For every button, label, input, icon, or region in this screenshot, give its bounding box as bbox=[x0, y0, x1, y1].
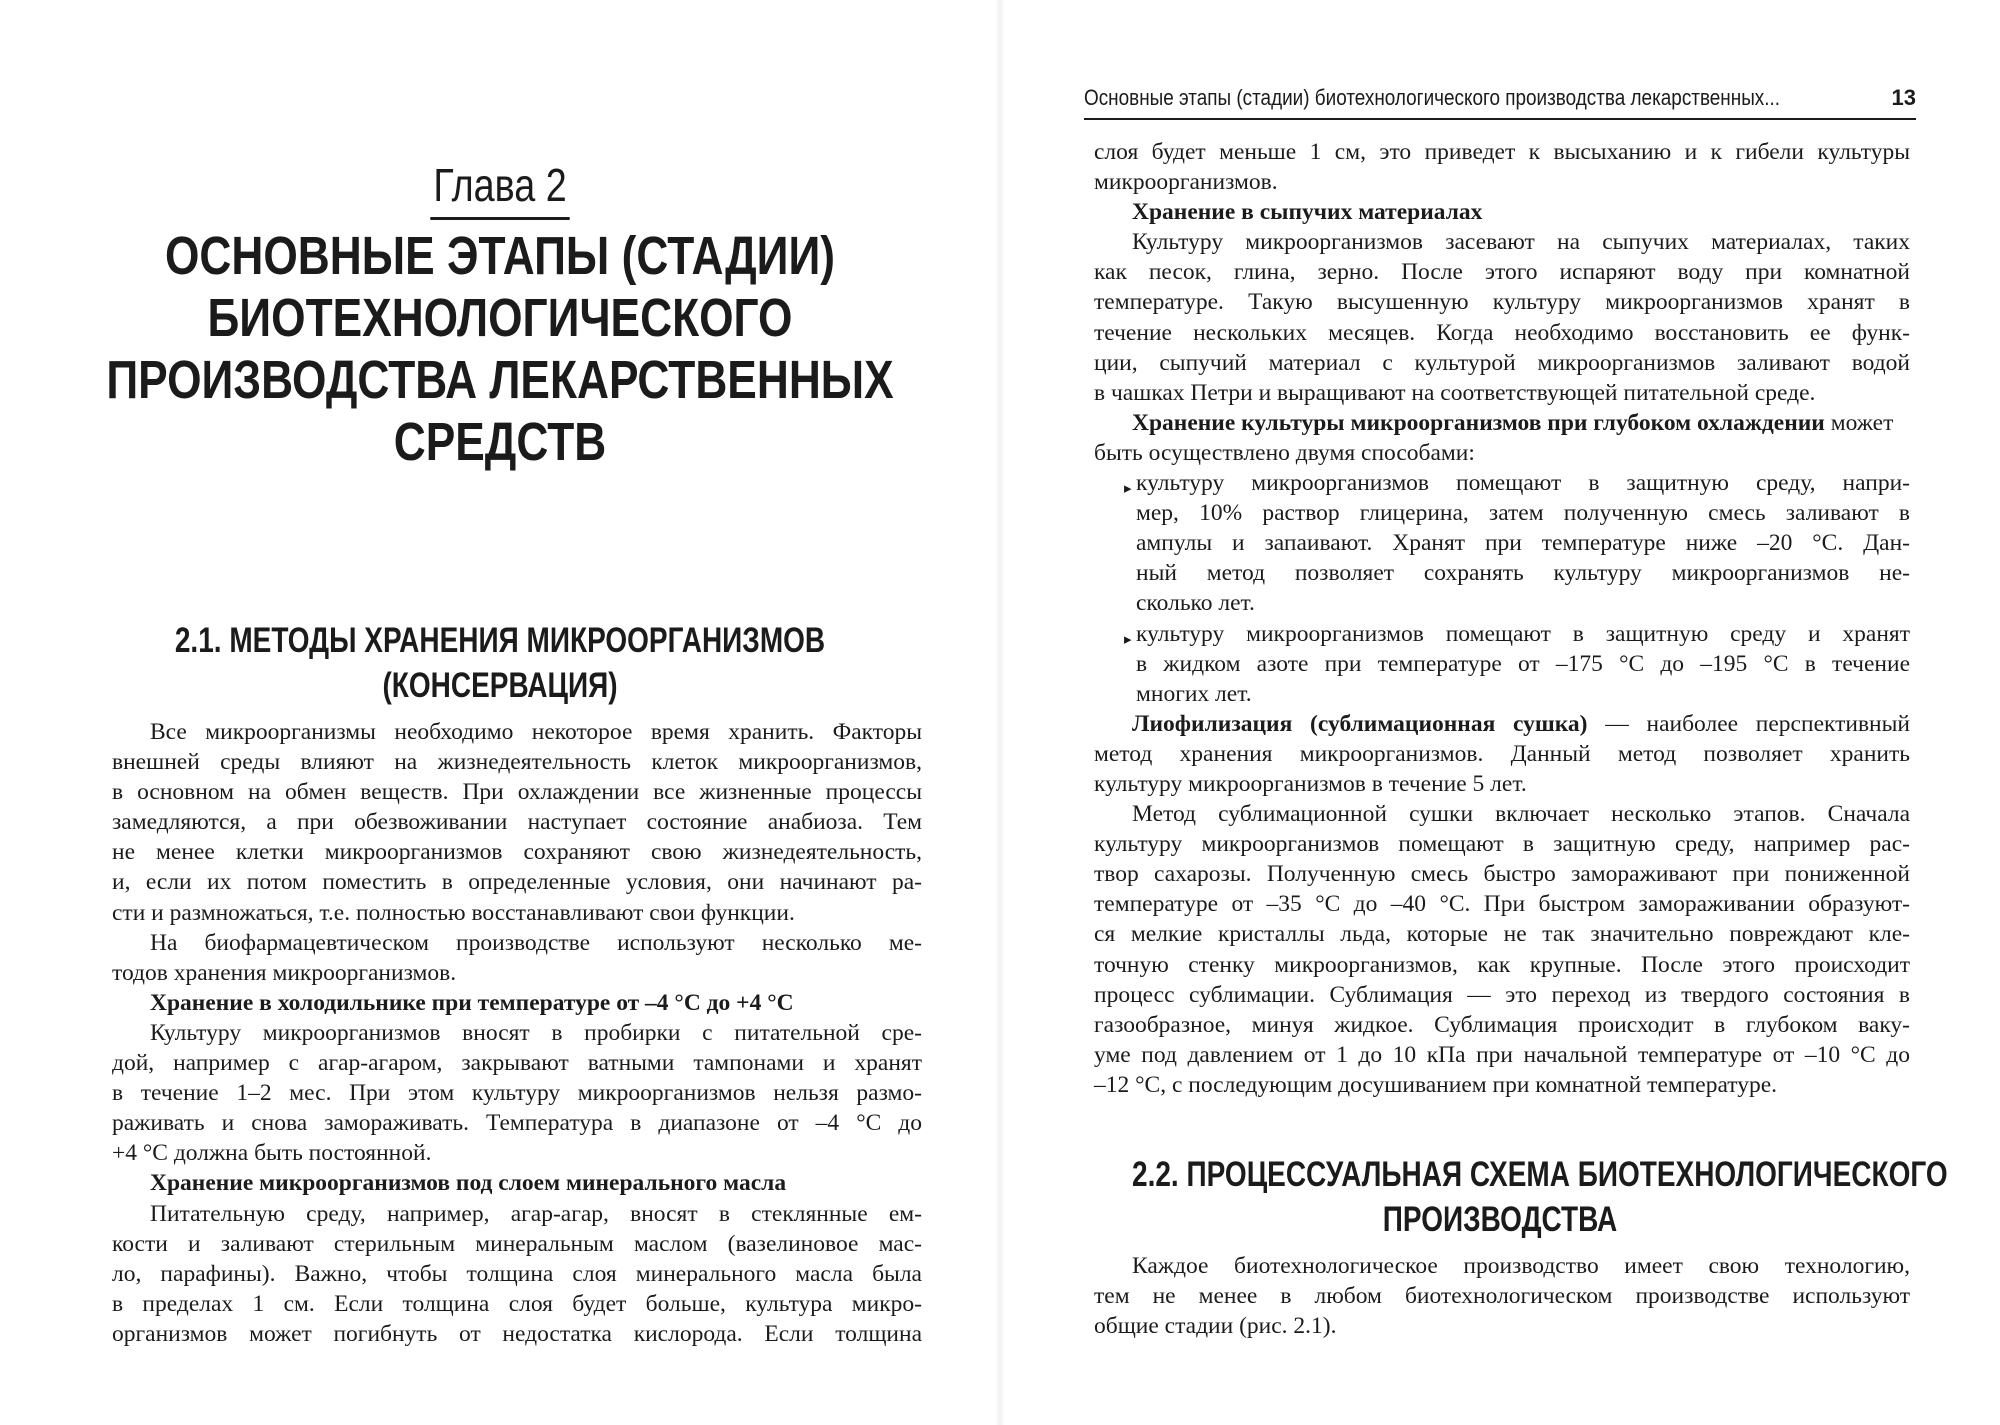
section-heading-2-2 bbox=[1132, 1152, 1948, 1242]
chapter-title-line: БИОТЕХНОЛОГИЧЕСКОГО bbox=[207, 288, 793, 348]
text-line: тем не менее в любом биотехнологическом производстве используют bbox=[1094, 1283, 1910, 1310]
text-line: в основном на обмен веществ. При охлаждении все жизненные процессы bbox=[112, 779, 922, 806]
section-heading-line: 2.1. МЕТОДЫ ХРАНЕНИЯ МИКРООРГАНИЗМОВ bbox=[174, 621, 826, 660]
text-line: Все микроорганизмы необходимо некоторое время хранить. Факторы bbox=[150, 719, 922, 745]
subheading-text: Хранение в сыпучих материалах bbox=[1132, 199, 1483, 226]
text-line: в пределах 1 см. Если толщина слоя будет больше, культура микро- bbox=[112, 1290, 922, 1317]
text-line: точную стенку микроорганизмов, как крупные. После этого происходит bbox=[1094, 951, 1910, 978]
text-line: внешней среды влияют на жизнедеятельность клеток микроорганизмов, bbox=[112, 749, 922, 776]
text-line: микроорганизмов. bbox=[1094, 169, 1278, 196]
text-line: температуре. Такую высушенную культуру микроорганизмов хранят в bbox=[1094, 289, 1910, 316]
chapter-title-line: ПРОИЗВОДСТВА ЛЕКАРСТВЕННЫХ bbox=[106, 350, 894, 410]
paragraph bbox=[1094, 408, 1910, 468]
section-heading-line: 2.2. ПРОЦЕССУАЛЬНАЯ СХЕМА БИОТЕХНОЛОГИЧЕСКОГО bbox=[1132, 1155, 1948, 1194]
text-line: кости и заливают стерильным минеральным маслом (вазелиновое мас- bbox=[112, 1230, 922, 1257]
text-line: культуру микроорганизмов в течение 5 лет. bbox=[1094, 770, 1527, 797]
right-body-text bbox=[1094, 137, 1910, 1100]
paragraph bbox=[112, 1199, 922, 1349]
chapter-label bbox=[90, 158, 910, 212]
paragraph bbox=[112, 1018, 922, 1168]
inline-bold-term: Лиофилизация (сублимационная сушка) bbox=[1132, 710, 1588, 737]
running-head bbox=[1084, 84, 1916, 120]
text-line: Культуру микроорганизмов засевают на сыпучих материалах, таких bbox=[1132, 229, 1910, 256]
chapter-title-line: СРЕДСТВ bbox=[393, 412, 607, 472]
text-line: газообразное, минуя жидкое. Сублимация происходит в глубоком ваку- bbox=[1094, 1011, 1910, 1038]
text-line: процесс сублимации. Сублимация — это переход из твердого состояния в bbox=[1094, 981, 1910, 1008]
paragraph bbox=[1094, 799, 1910, 1100]
text-line: сти и размножаться, т.е. полностью восстанавливают свои функции. bbox=[112, 899, 795, 926]
section-heading-2-1 bbox=[132, 618, 868, 708]
paragraph bbox=[1094, 709, 1910, 799]
paragraph bbox=[112, 928, 922, 988]
text-line: уме под давлением от 1 до 10 кПа при начальной температуре от –10 °С до bbox=[1094, 1041, 1910, 1068]
text-line: раживать и снова замораживать. Температура в диапазоне от –4 °С до bbox=[112, 1110, 922, 1137]
chapter-label-text: Глава 2 bbox=[430, 159, 570, 220]
text-line: общие стадии (рис. 2.1). bbox=[1094, 1313, 1337, 1340]
right-final-text bbox=[1094, 1251, 1910, 1341]
text-line: в течение 1–2 мес. При этом культуру микроорганизмов нельзя размо- bbox=[112, 1080, 922, 1107]
text-line: температуре от –35 °С до –40 °С. При быстром замораживании образуют- bbox=[1094, 891, 1910, 918]
section-heading-line: ПРОИЗВОДСТВА bbox=[1382, 1200, 1618, 1239]
text-line: не менее клетки микроорганизмов сохраняют свою жизнедеятельность, bbox=[112, 839, 922, 866]
bullet-item bbox=[1094, 619, 1910, 709]
paragraph bbox=[1094, 137, 1910, 197]
text-line: ампулы и запаивают. Хранят при температуре ниже –20 °С. Дан- bbox=[1136, 530, 1910, 557]
left-body-text bbox=[112, 717, 922, 1349]
text-line: –12 °С, с последующим досушиванием при комнатной температуре. bbox=[1094, 1071, 1778, 1098]
chapter-title bbox=[90, 225, 910, 473]
text-line: На биофармацевтическом производстве используют несколько ме- bbox=[150, 929, 922, 956]
right-page bbox=[1000, 0, 2000, 1425]
text-line: Питательную среду, например, агар-агар, вносят в стеклянные ем- bbox=[150, 1200, 922, 1227]
text-line: организмов может погибнуть от недостатка кислорода. Если толщина bbox=[112, 1320, 922, 1347]
text-line: культуру микроорганизмов помещают в защитную среду, напри- bbox=[1136, 470, 1910, 497]
text-line: культуру микроорганизмов помещают в защитную среду, например рас- bbox=[1094, 831, 1910, 858]
paragraph bbox=[1094, 227, 1910, 408]
bullet-triangle-icon: ▸ bbox=[1124, 481, 1132, 498]
text-line bbox=[1094, 408, 1910, 438]
text-line: в чашках Петри и выращивают на соответствующей питательной среде. bbox=[1094, 379, 1816, 406]
text-line: дой, например с агар-агаром, закрывают ватными тампонами и хранят bbox=[112, 1050, 922, 1077]
text-line: замедляются, а при обезвоживании наступает состояние анабиоза. Тем bbox=[112, 809, 922, 836]
text-line bbox=[1094, 709, 1910, 739]
text-line: Культуру микроорганизмов вносят в пробирки с питательной сре- bbox=[150, 1019, 922, 1046]
paragraph bbox=[112, 717, 922, 928]
section-heading-line: (КОНСЕРВАЦИЯ) bbox=[382, 666, 618, 705]
text-line: +4 °С должна быть постоянной. bbox=[112, 1140, 432, 1167]
text-line: тодов хранения микроорганизмов. bbox=[112, 959, 457, 986]
text-line: в жидком азоте при температуре от –175 °С до –195 °С в течение bbox=[1136, 650, 1910, 677]
text-line: сколько лет. bbox=[1136, 590, 1255, 617]
running-head-title: Основные этапы (стадии) биотехнологического производства лекарственных... bbox=[1084, 85, 1781, 110]
subheading-text: Хранение в холодильнике при температуре от –4 °С до +4 °С bbox=[150, 989, 794, 1016]
text-line: течение нескольких месяцев. Когда необходимо восстановить ее функ- bbox=[1094, 319, 1910, 346]
text-line: и, если их потом поместить в определенные условия, они начинают ра- bbox=[112, 869, 922, 896]
page-number: 13 bbox=[1891, 85, 1916, 110]
text-line: ло, парафины). Важно, чтобы толщина слоя минерального масла была bbox=[112, 1260, 922, 1287]
inline-text: — наиболее перспективный bbox=[1587, 710, 1910, 737]
inline-text: может bbox=[1824, 409, 1894, 436]
subheading-oil bbox=[112, 1168, 922, 1198]
bullet-triangle-icon: ▸ bbox=[1124, 631, 1132, 648]
text-line: быть осуществлено двумя способами: bbox=[1094, 439, 1475, 466]
text-line: метод хранения микроорганизмов. Данный метод позволяет хранить bbox=[1094, 740, 1910, 767]
text-line: ции, сыпучий материал с культурой микроорганизмов заливают водой bbox=[1094, 349, 1910, 376]
bullet-item bbox=[1094, 468, 1910, 618]
text-line: культуру микроорганизмов помещают в защитную среду и хранят bbox=[1136, 620, 1910, 647]
chapter-title-line: ОСНОВНЫЕ ЭТАПЫ (СТАДИИ) bbox=[164, 226, 836, 286]
text-line: ный метод позволяет сохранять культуру микроорганизмов не- bbox=[1136, 560, 1910, 587]
subheading-text: Хранение микроорганизмов под слоем минерального масла bbox=[150, 1170, 787, 1197]
subheading-bulk bbox=[1094, 197, 1910, 227]
subheading-fridge bbox=[112, 988, 922, 1018]
text-line: как песок, глина, зерно. После этого испаряют воду при комнатной bbox=[1094, 259, 1910, 286]
inline-bold-term: Хранение культуры микроорганизмов при глубоком охлаждении bbox=[1132, 409, 1825, 436]
text-line: мер, 10% раствор глицерина, затем полученную смесь заливают в bbox=[1136, 500, 1910, 527]
text-line: многих лет. bbox=[1136, 680, 1252, 707]
text-line: ся мелкие кристаллы льда, которые не так значительно повреждают кле- bbox=[1094, 921, 1910, 948]
text-line: твор сахарозы. Полученную смесь быстро замораживают при пониженной bbox=[1094, 861, 1910, 888]
text-line: Метод сублимационной сушки включает несколько этапов. Сначала bbox=[1132, 801, 1910, 828]
text-line: Каждое биотехнологическое производство имеет свою технологию, bbox=[1132, 1253, 1910, 1279]
paragraph bbox=[1094, 1251, 1910, 1341]
text-line: слоя будет меньше 1 см, это приведет к высыханию и к гибели культуры bbox=[1094, 139, 1910, 165]
